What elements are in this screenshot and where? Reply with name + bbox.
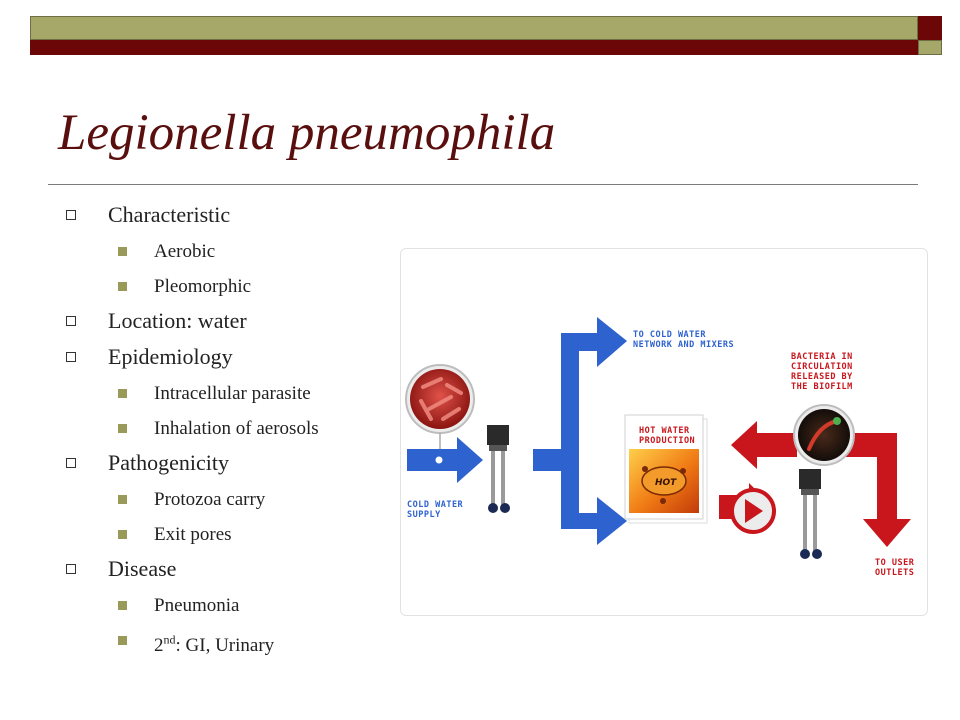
hollow-square-bullet-icon (66, 210, 76, 220)
filled-square-bullet-icon (118, 601, 127, 610)
filled-square-bullet-icon (118, 636, 127, 645)
bullet-text: Epidemiology (108, 344, 233, 369)
label-cold-supply: COLD WATER (407, 500, 464, 510)
hot-badge: HOT (655, 478, 677, 488)
label-bacteria-2: CIRCULATION (791, 362, 853, 372)
sub-bullet-text: Inhalation of aerosols (154, 418, 319, 439)
sub-bullet-item (60, 517, 390, 552)
filled-square-bullet-icon (118, 530, 127, 539)
sub-bullet-text: Pleomorphic (154, 276, 252, 297)
water-heater-unit-right (799, 469, 822, 559)
bullet-item (60, 552, 390, 588)
bullet-item (60, 198, 390, 234)
sub-bullet-item (60, 588, 390, 623)
ordinal-base: 2 (154, 635, 164, 657)
cold-supply-arrow (407, 437, 483, 483)
hollow-square-bullet-icon (66, 564, 76, 574)
hollow-square-bullet-icon (66, 316, 76, 326)
sub-bullet-text (154, 635, 274, 656)
label-hot-water-2: PRODUCTION (639, 436, 696, 446)
water-system-diagram (400, 248, 928, 616)
label-cold-network-2: NETWORK AND MIXERS (633, 340, 735, 350)
water-heater-unit-left (487, 425, 510, 513)
biofilm-magnified-image (794, 405, 854, 465)
sub-bullet-text: Aerobic (154, 241, 216, 262)
slide-title: Legionella pneumophila (58, 105, 556, 161)
label-cold-supply-2: SUPPLY (407, 510, 441, 520)
label-user-outlets-2: OUTLETS (875, 568, 915, 578)
filled-square-bullet-icon (118, 495, 127, 504)
label-user-outlets: TO USER (875, 558, 915, 568)
hollow-square-bullet-icon (66, 458, 76, 468)
label-bacteria-4: THE BIOFILM (791, 382, 853, 392)
bullet-text: Disease (108, 556, 177, 581)
label-hot-water: HOT WATER (639, 426, 690, 436)
bullet-text: Characteristic (108, 202, 231, 227)
sub-bullet-item (60, 411, 390, 446)
filled-square-bullet-icon (118, 424, 127, 433)
sub-bullet-item (60, 234, 390, 269)
bullet-item (60, 340, 390, 376)
bullet-item (60, 304, 390, 340)
bullet-text: Pathogenicity (108, 450, 229, 475)
ordinal-superscript: nd (163, 633, 176, 647)
sub-bullet-text: Exit pores (154, 524, 232, 545)
label-cold-network: TO COLD WATER (633, 330, 707, 340)
label-bacteria: BACTERIA IN (791, 352, 853, 362)
bullet-list (60, 198, 390, 658)
ordinal-rest: : GI, Urinary (175, 635, 275, 657)
header-corner-olive (918, 40, 942, 55)
sub-bullet-text: Protozoa carry (154, 489, 266, 510)
blue-distribution-pipe (533, 317, 627, 545)
sub-bullet-item (60, 482, 390, 517)
bullet-text: Location: water (108, 308, 247, 333)
sub-bullet-text: Pneumonia (154, 595, 240, 616)
title-divider (48, 184, 918, 185)
hollow-square-bullet-icon (66, 352, 76, 362)
header-corner-red (918, 16, 942, 40)
sub-bullet-item (60, 376, 390, 411)
filled-square-bullet-icon (118, 247, 127, 256)
filled-square-bullet-icon (118, 282, 127, 291)
sub-bullet-item (60, 623, 390, 658)
sub-bullet-item (60, 269, 390, 304)
header-bar-olive (30, 16, 918, 40)
header-bar-red (30, 40, 918, 55)
sub-bullet-text: Intracellular parasite (154, 383, 311, 404)
red-pump-arrow (719, 483, 774, 532)
label-bacteria-3: RELEASED BY (791, 372, 853, 382)
bullet-item (60, 446, 390, 482)
filled-square-bullet-icon (118, 389, 127, 398)
